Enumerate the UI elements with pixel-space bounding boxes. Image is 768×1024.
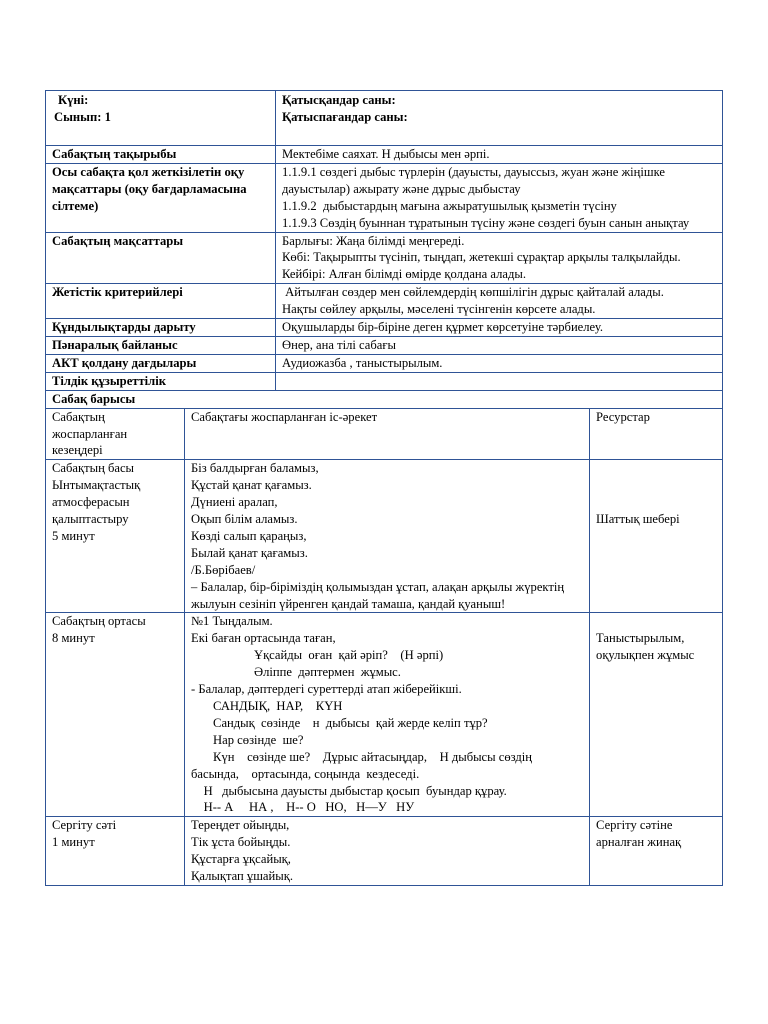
- activity-line: Н дыбысына дауысты дыбыстар қосып буындар құрау.: [191, 783, 507, 798]
- info-value: [276, 232, 723, 284]
- absent-label: Қатыспағандар саны:: [282, 109, 408, 124]
- lesson-plan-document: [45, 90, 722, 886]
- stage-cell: [46, 613, 185, 817]
- activity-header: Сабақтағы жоспарланған іс-әрекет: [185, 408, 590, 460]
- stage-line: Сабақтың ортасы: [52, 614, 146, 629]
- stage-line: 1 минут: [52, 835, 95, 850]
- resources-line: [596, 494, 716, 511]
- section-title: Сабақ барысы: [46, 390, 723, 408]
- stage-line: Ынтымақтастық атмосферасын қалыптастыру: [52, 478, 144, 527]
- date-class-cell: [46, 91, 276, 146]
- activity-line: Әліппе дәптермен жұмыс.: [191, 665, 401, 680]
- info-label: Пәнаралық байланыс: [46, 336, 276, 354]
- info-value: [276, 372, 723, 390]
- activity-line: Құстай қанат қағамыз.: [191, 478, 312, 493]
- activity-line: Н-- А НА , Н-- О НО, Н—У НУ: [191, 800, 415, 815]
- activity-line: Тереңдет ойыңды,: [191, 818, 290, 833]
- info-value-line: Өнер, ана тілі сабағы: [282, 337, 396, 352]
- info-value-line: 1.1.9.1 сөздегі дыбыс түрлерін (дауысты, дауыссыз, жуан және жіңішке дауыстылар) ажырату және дұрыс дыбыстау: [282, 164, 669, 196]
- activity-line: Біз балдырған баламыз,: [191, 461, 319, 476]
- stage-line: Сабақтың басы: [52, 461, 135, 476]
- info-value-line: 1.1.9.2 дыбыстардың мағына ажыратушылық қызметін түсіну: [282, 198, 617, 213]
- stage-line: 8 минут: [52, 631, 95, 646]
- info-value: [276, 146, 723, 164]
- resources-line: Таныстырылым, оқулықпен жұмыс: [596, 631, 695, 663]
- info-row: [46, 284, 723, 319]
- resources-header: Ресурстар: [590, 408, 723, 460]
- info-value-line: Оқушыларды бір-біріне деген құрмет көрсетуіне тәрбиелеу.: [282, 320, 604, 335]
- activity-line: Екі баған ортасында таған,: [191, 631, 336, 646]
- info-row: [46, 354, 723, 372]
- info-value-line: Мектебіме саяхат. Н дыбысы мен әрпі.: [282, 147, 490, 161]
- resources-line: Сергіту сәтіне арналған жинақ: [596, 818, 682, 850]
- resources-cell: [590, 817, 723, 886]
- info-row: [46, 163, 723, 232]
- day-label: Күні:: [58, 93, 89, 107]
- activity-line: Күн сөзінде ше? Дұрыс айтасыңдар, Н дыбысы сөздің басында, ортасында, соңында кездеседі.: [191, 749, 536, 781]
- activity-line: - Балалар, дәптердегі суреттерді атап жіберейікші.: [191, 682, 462, 697]
- lesson-plan-table: [45, 90, 723, 886]
- info-value-line: Аудиожазба , таныстырылым.: [282, 355, 443, 370]
- resources-cell: [590, 460, 723, 613]
- info-label: Жетістік критерийлері: [46, 284, 276, 319]
- info-label: Сабақтың мақсаттары: [46, 232, 276, 284]
- activity-line: /Б.Бөрібаев/: [191, 562, 256, 577]
- info-value-line: 1.1.9.3 Сөздің буыннан тұратынын түсіну және сөздегі буын санын анықтау: [282, 215, 690, 230]
- section-title-row: [46, 390, 723, 408]
- activity-cell: [185, 817, 590, 886]
- info-label: Тілдік құзыреттілік: [46, 372, 276, 390]
- info-value-line: Барлығы: Жаңа білімді меңгереді.: [282, 233, 465, 248]
- activity-line: Дүниені аралап,: [191, 495, 278, 510]
- lesson-row: [46, 613, 723, 817]
- info-row: [46, 146, 723, 164]
- info-value-line: [282, 373, 716, 390]
- stage-line: 5 минут: [52, 528, 95, 543]
- info-label: Құндылықтарды дарыту: [46, 319, 276, 337]
- present-label: Қатысқандар саны:: [282, 93, 396, 107]
- activity-line: Оқып білім аламыз.: [191, 512, 298, 527]
- activity-line: Қалықтап ұшайық.: [191, 869, 293, 884]
- activity-line: Нар сөзінде ше?: [191, 732, 304, 747]
- info-value-line: Нақты сөйлеу арқылы, мәселені түсінгенін көрсете алады.: [282, 302, 596, 317]
- info-value: [276, 284, 723, 319]
- info-row: [46, 372, 723, 390]
- stage-cell: [46, 460, 185, 613]
- activity-line: Тік ұста бойыңды.: [191, 835, 291, 850]
- lesson-row: [46, 817, 723, 886]
- activity-cell: [185, 613, 590, 817]
- activity-line: – Балалар, бір-біріміздің қолымыздан ұстап, алақан арқылы жүректің жылуын сезініп үйренген қандай тамаша, қандай қуаныш!: [191, 579, 568, 611]
- info-value: [276, 354, 723, 372]
- info-value-line: Кейбірі: Алған білімді өмірде қолдана алады.: [282, 267, 526, 282]
- attendance-cell: [276, 91, 723, 146]
- info-label: АКТ қолдану дағдылары: [46, 354, 276, 372]
- info-value: [276, 163, 723, 232]
- resources-cell: [590, 613, 723, 817]
- info-label: Сабақтың тақырыбы: [46, 146, 276, 164]
- info-value-line: Көбі: Тақырыпты түсініп, тыңдап, жетекші сұрақтар арқылы талқылайды.: [282, 250, 681, 265]
- activity-cell: [185, 460, 590, 613]
- stage-line: Сергіту сәті: [52, 818, 117, 833]
- resources-line: [596, 613, 716, 630]
- stage-header: Сабақтың жоспарланған кезеңдері: [46, 408, 185, 460]
- activity-line: Сандық сөзінде н дыбысы қай жерде келіп тұр?: [191, 715, 488, 730]
- lesson-header-row: [46, 408, 723, 460]
- lesson-row: [46, 460, 723, 613]
- info-row: [46, 319, 723, 337]
- info-value: [276, 319, 723, 337]
- stage-cell: [46, 817, 185, 886]
- resources-line: [596, 460, 716, 477]
- activity-line: Көзді салып қараңыз,: [191, 528, 307, 543]
- info-value-line: Айтылған сөздер мен сөйлемдердің көпшілігін дұрыс қайталай алады.: [282, 285, 664, 300]
- class-label: Сынып: 1: [54, 109, 111, 124]
- header-row: [46, 91, 723, 146]
- info-value: [276, 336, 723, 354]
- activity-line: САНДЫҚ, НАР, КҮН: [191, 699, 343, 713]
- activity-line: Ұқсайды оған қай әріп? (Н әрпі): [191, 648, 444, 663]
- resources-line: [596, 477, 716, 494]
- info-label: Осы сабақта қол жеткізілетін оқу мақсаттары (оқу бағдарламасына сілтеме): [46, 163, 276, 232]
- info-row: [46, 232, 723, 284]
- activity-line: №1 Тыңдалым.: [191, 614, 273, 629]
- activity-line: Былай қанат қағамыз.: [191, 545, 308, 560]
- resources-line: Шаттық шебері: [596, 512, 680, 527]
- info-row: [46, 336, 723, 354]
- activity-line: Құстарға ұқсайық,: [191, 852, 291, 867]
